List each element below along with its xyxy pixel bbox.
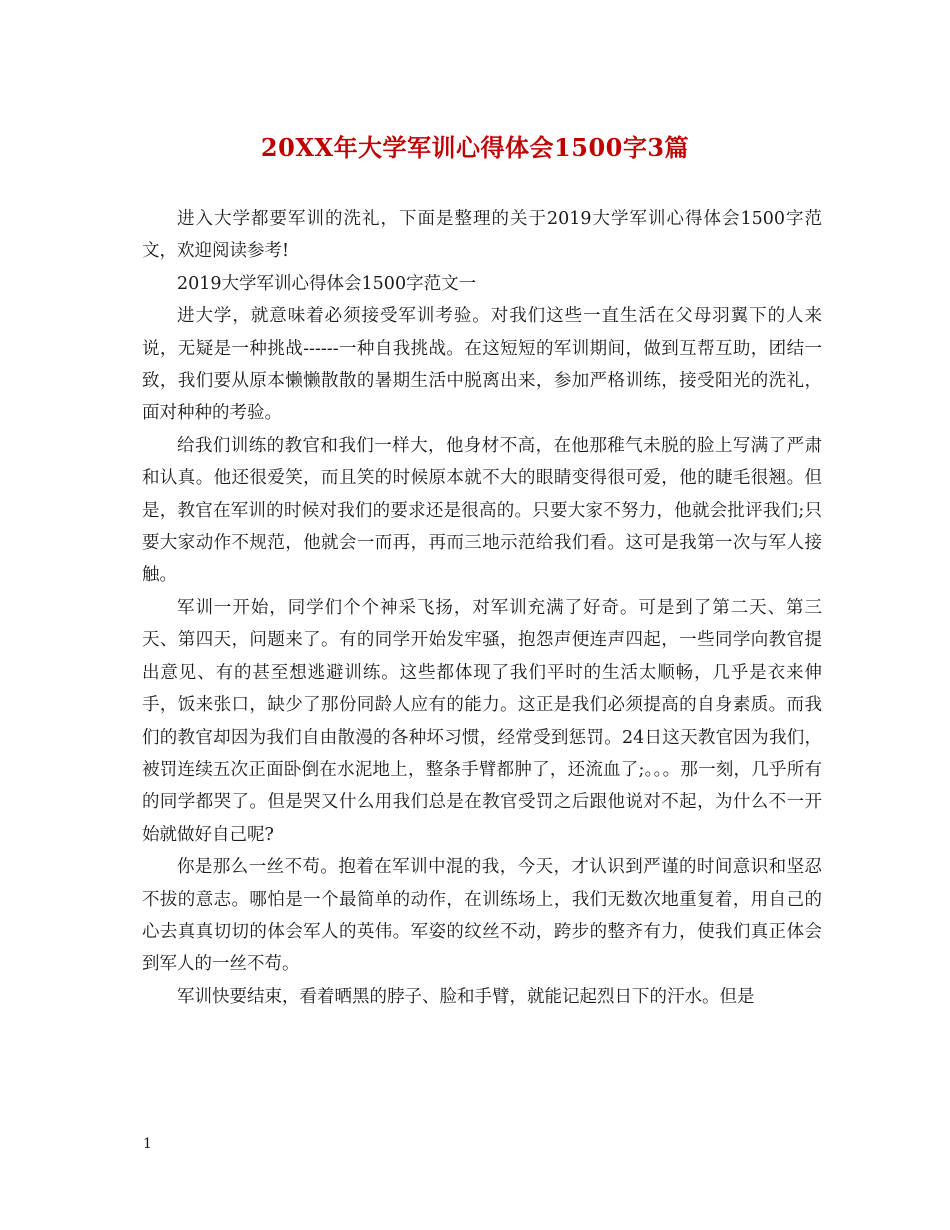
section-heading: 2019大学军训心得体会1500字范文一 <box>177 273 477 294</box>
paragraph: 军训快要结束，看着晒黑的脖子、脸和手臂，就能记起烈日下的汗水。但是 <box>177 986 755 1007</box>
page-number: 1 <box>143 1136 152 1152</box>
paragraph: 你是那么一丝不苟。抱着在军训中混的我，今天，才认识到严谨的时间意识和坚忍不拔的意志。哪怕是一个最简单的动作，在训练场上，我们无数次地重复着，用自己的心去真真切切的体会军人的英伟。军姿的纹丝不动，跨步的整齐有力，使我们真正体会到军人的一丝不苟。 <box>142 857 822 975</box>
document-body <box>142 203 822 1013</box>
document-title: 20XX年大学军训心得体会1500字3篇 <box>260 133 690 162</box>
paragraph-intro: 进入大学都要军训的洗礼，下面是整理的关于2019大学军训心得体会1500字范文，欢迎阅读参考! <box>142 209 822 262</box>
paragraph: 军训一开始，同学们个个神采飞扬，对军训充满了好奇。可是到了第二天、第三天、第四天，问题来了。有的同学开始发牢骚，抱怨声便连声四起，一些同学向教官提出意见、有的甚至想逃避训练。这些都体现了我们平时的生活太顺畅，几乎是衣来伸手，饭来张口，缺少了那份同龄人应有的能力。这正是我们必须提高的自身素质。而我们的教官却因为我们自由散漫的各种坏习惯，经常受到惩罚。24日这天教官因为我们，被罚连续五次正面卧倒在水泥地上，整条手臂都肿了，还流血了;。。。那一刻，几乎所有的同学都哭了。但是哭又什么用我们总是在教官受罚之后跟他说对不起，为什么不一开始就做好自己呢? <box>142 597 822 845</box>
paragraph: 给我们训练的教官和我们一样大，他身材不高，在他那稚气未脱的脸上写满了严肃和认真。他还很爱笑，而且笑的时候原本就不大的眼睛变得很可爱，他的睫毛很翘。但是，教官在军训的时候对我们的要求还是很高的。只要大家不努力，他就会批评我们;只要大家动作不规范，他就会一而再，再而三地示范给我们看。这可是我第一次与军人接触。 <box>142 435 822 586</box>
paragraph: 进大学，就意味着必须接受军训考验。对我们这些一直生活在父母羽翼下的人来说，无疑是一种挑战------一种自我挑战。在这短短的军训期间，做到互帮互助，团结一致，我们要从原本懒懒散散的暑期生活中脱离出来，参加严格训练，接受阳光的洗礼，面对种种的考验。 <box>142 306 822 424</box>
